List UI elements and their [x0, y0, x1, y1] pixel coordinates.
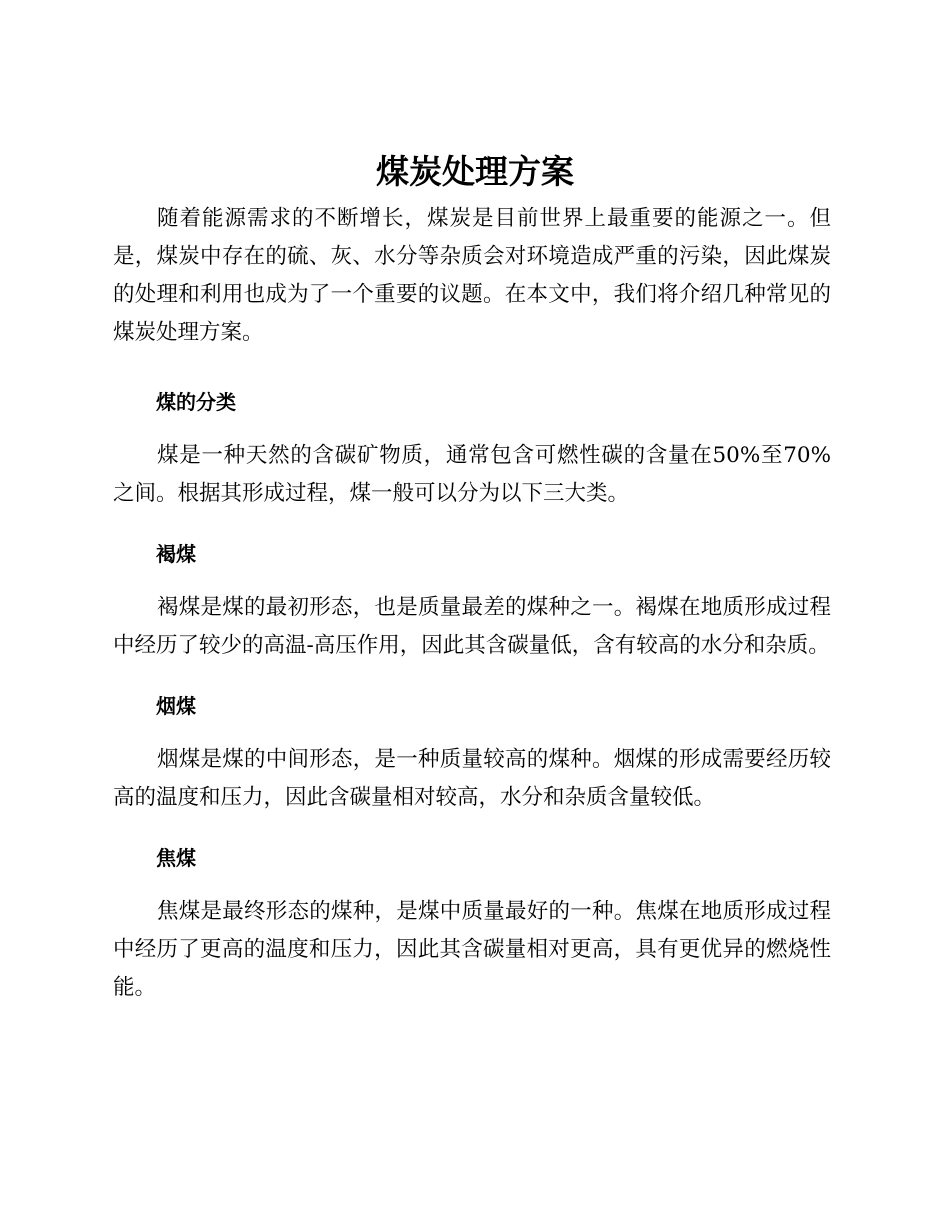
section-heading-lignite: 褐煤	[156, 542, 196, 566]
section-heading-bituminous: 烟煤	[156, 694, 196, 718]
section-heading-coking-coal: 焦煤	[156, 846, 196, 870]
section-paragraph-lignite: 褐煤是煤的最初形态，也是质量最差的煤种之一。褐煤在地质形成过程中经历了较少的高温-高压作用，因此其含碳量低，含有较高的水分和杂质。	[113, 595, 831, 658]
intro-paragraph: 随着能源需求的不断增长，煤炭是目前世界上最重要的能源之一。但是，煤炭中存在的硫、灰、水分等杂质会对环境造成严重的污染，因此煤炭的处理和利用也成为了一个重要的议题。在本文中，我们将介绍几种常见的煤炭处理方案。	[113, 206, 831, 345]
section-heading-coal-classification: 煤的分类	[156, 390, 236, 414]
document-title: 煤炭处理方案	[376, 152, 574, 191]
section-paragraph-bituminous: 烟煤是煤的中间形态，是一种质量较高的煤种。烟煤的形成需要经历较高的温度和压力，因此含碳量相对较高，水分和杂质含量较低。	[113, 747, 831, 810]
section-paragraph-coal-classification: 煤是一种天然的含碳矿物质，通常包含可燃性碳的含量在50%至70%之间。根据其形成过程，煤一般可以分为以下三大类。	[113, 443, 831, 506]
section-paragraph-coking-coal: 焦煤是最终形态的煤种，是煤中质量最好的一种。焦煤在地质形成过程中经历了更高的温度和压力，因此其含碳量相对更高，具有更优异的燃烧性能。	[113, 899, 831, 1000]
